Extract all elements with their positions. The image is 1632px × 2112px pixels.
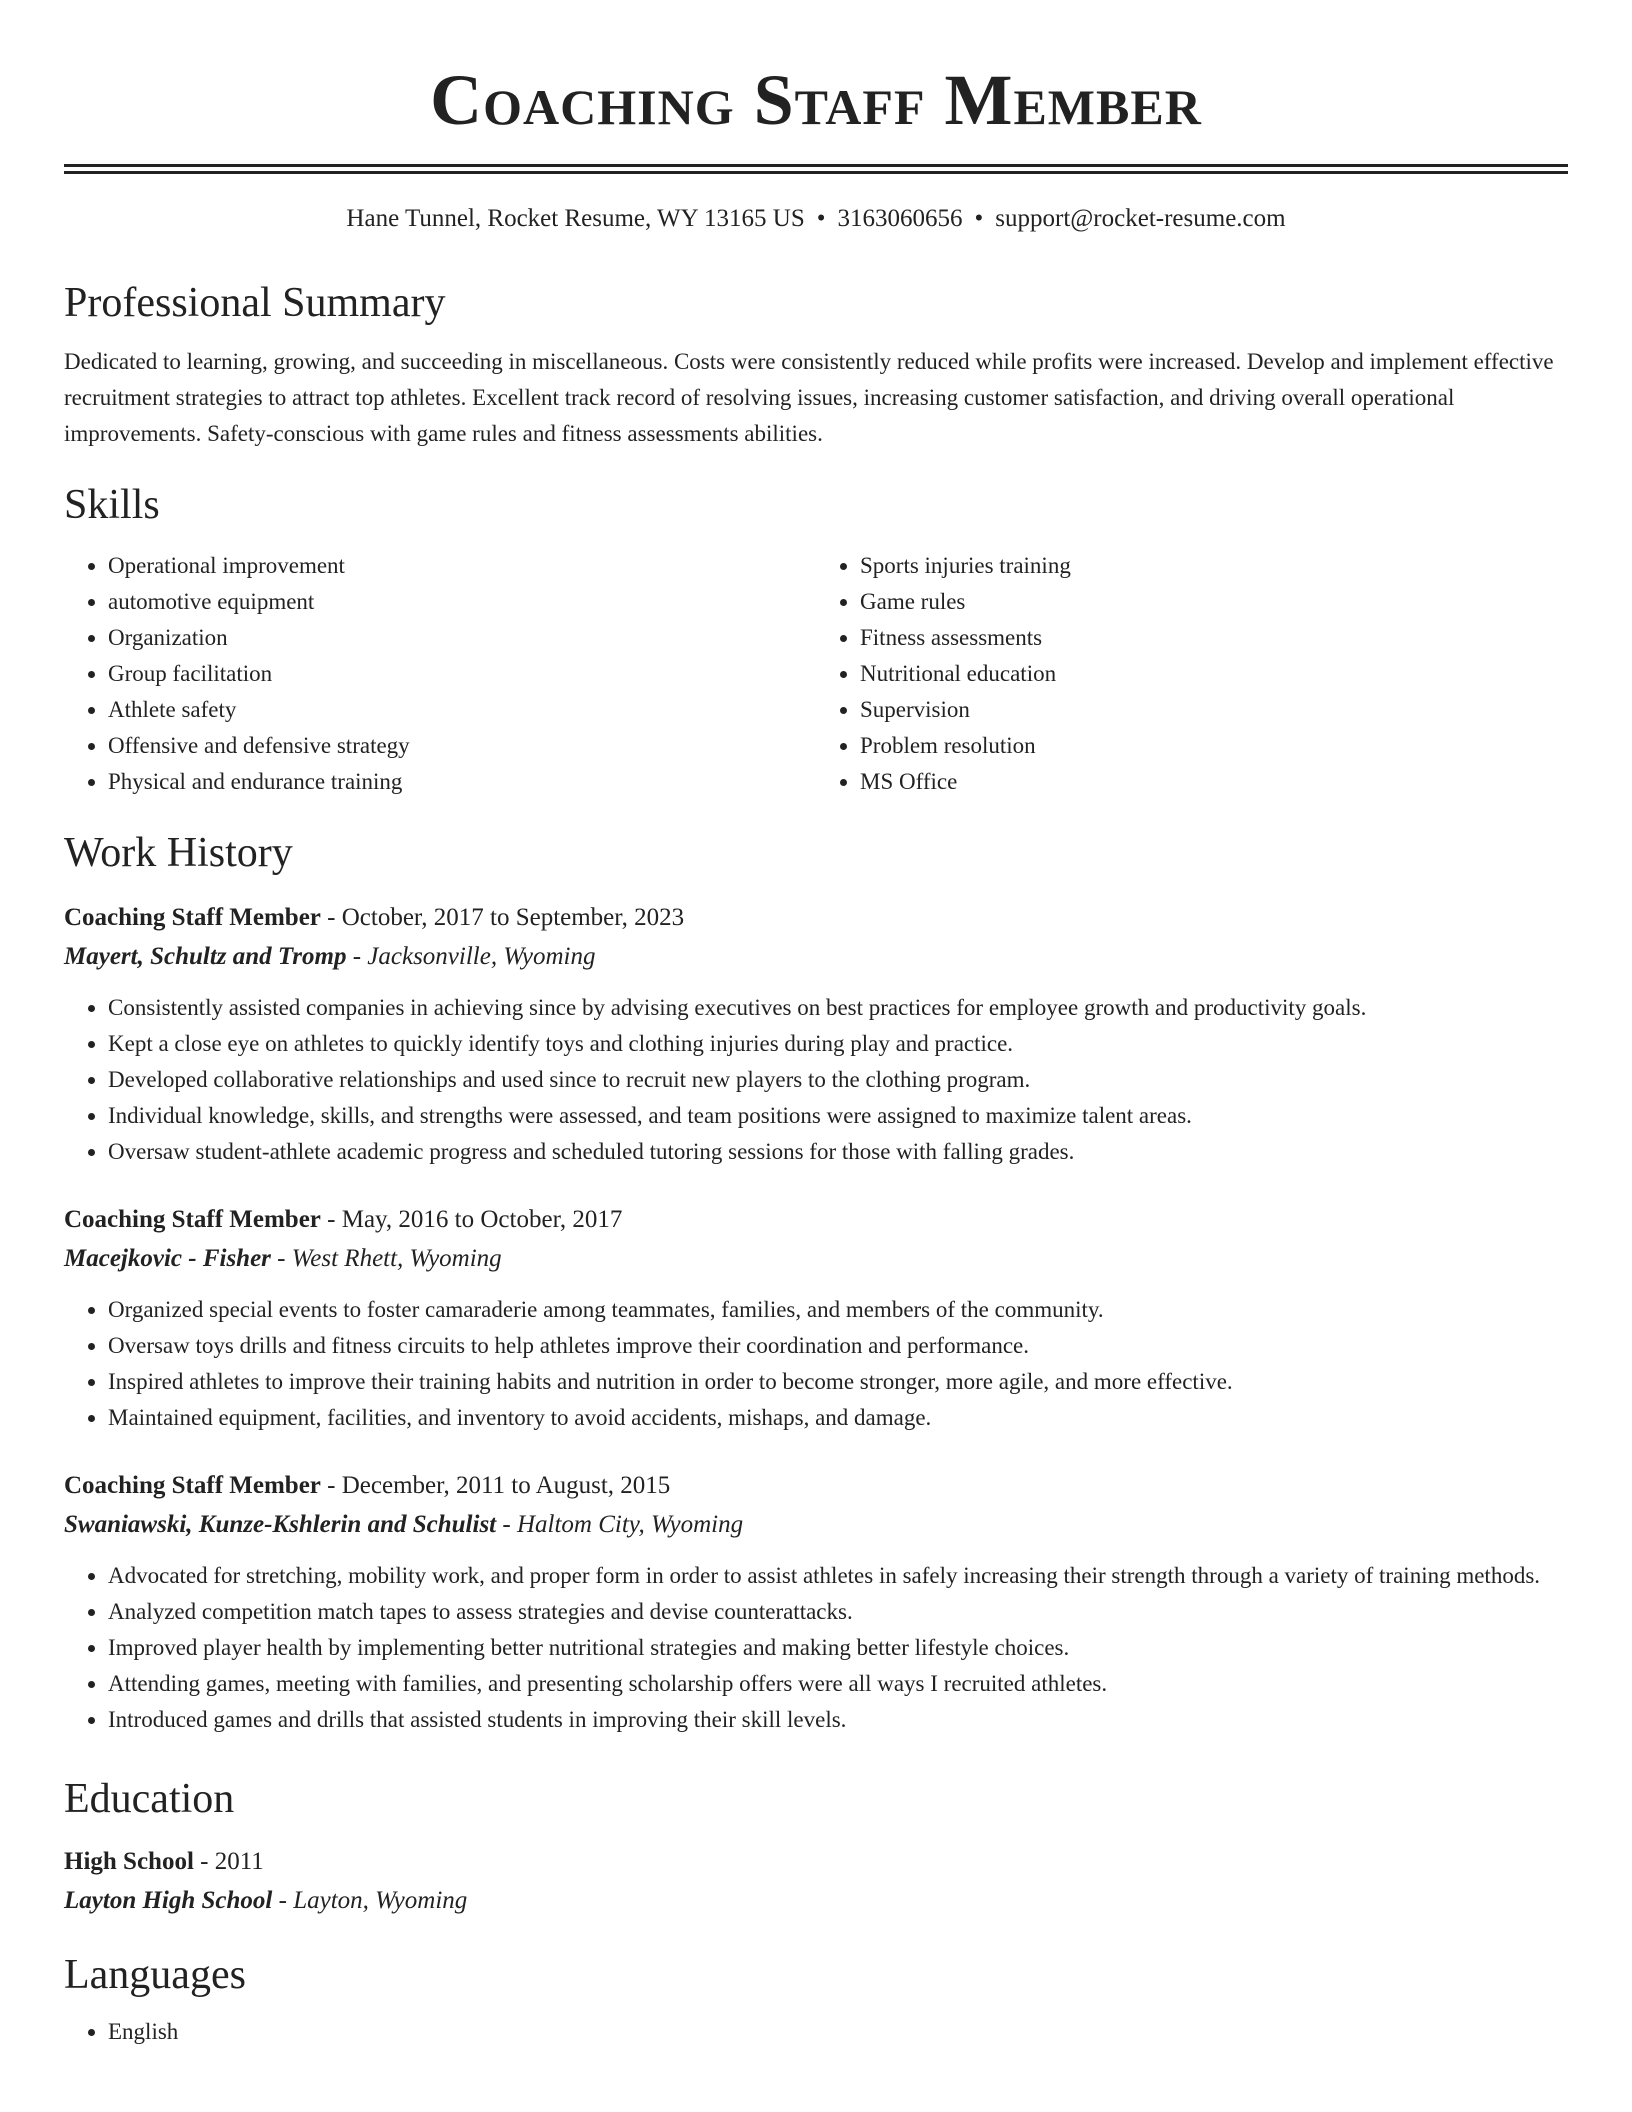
- skill-item: • Nutritional education: [860, 656, 1568, 692]
- skill-item: • Offensive and defensive strategy: [108, 728, 816, 764]
- job-company: Mayert, Schultz and Tromp: [64, 943, 347, 970]
- skill-item: • Athlete safety: [108, 692, 816, 728]
- education-degree: High School: [64, 1848, 194, 1875]
- job-location: Haltom City, Wyoming: [516, 1511, 744, 1538]
- summary-text: Dedicated to learning, growing, and succeeding in miscellaneous. Costs were consistently reduced while profits were increased. Develop and implement effective recruitment strategies to attract top athletes. Excellent track record of resolving issues, increasing customer satisfaction, and driving overall operational improvements. Safety-conscious with game rules and fitness assessments abilities.: [64, 349, 1554, 446]
- job-head: Coaching Staff Member - May, 2016 to October, 2017: [64, 1206, 623, 1233]
- job-company: Macejkovic - Fisher: [64, 1245, 271, 1272]
- skill-item: • Supervision: [860, 692, 1568, 728]
- section-title-education: Education: [64, 1776, 235, 1822]
- skill-item: • Game rules: [860, 584, 1568, 620]
- job-sub: Mayert, Schultz and Tromp - Jacksonville, Wyoming: [64, 943, 596, 970]
- education-school: Layton High School: [64, 1887, 273, 1914]
- contact-phone: 3163060656: [837, 205, 963, 232]
- job-bullet: • Developed collaborative relationships and used since to recruit new players to the clothing program.: [108, 1062, 1568, 1098]
- job-dates: December, 2011 to August, 2015: [341, 1472, 671, 1499]
- skill-item: • Operational improvement: [108, 548, 816, 584]
- language-item: • English: [108, 2014, 1568, 2050]
- education-head: High School - 2011: [64, 1848, 264, 1875]
- job-bullet: • Attending games, meeting with families, and presenting scholarship offers were all ways I recruited athletes.: [108, 1666, 1568, 1702]
- job-bullet: • Advocated for stretching, mobility work, and proper form in order to assist athletes in safely increasing their strength through a variety of training methods.: [108, 1558, 1568, 1594]
- section-title-skills: Skills: [64, 482, 160, 528]
- job-entry: [64, 1200, 1568, 1436]
- job-entry: [64, 1466, 1568, 1738]
- header-double-rule: [64, 164, 1568, 174]
- contact-email[interactable]: support@rocket-resume.com: [995, 205, 1286, 232]
- languages-list: [64, 2014, 1568, 2050]
- section-title-languages: Languages: [64, 1952, 246, 1998]
- job-bullet: • Oversaw toys drills and fitness circuits to help athletes improve their coordination and performance.: [108, 1328, 1568, 1364]
- section-title-work-history: Work History: [64, 830, 293, 876]
- job-dates: May, 2016 to October, 2017: [341, 1206, 623, 1233]
- job-bullets: [64, 990, 1568, 1170]
- skill-item: • MS Office: [860, 764, 1568, 800]
- education-location: Layton, Wyoming: [293, 1887, 468, 1914]
- job-bullet: • Improved player health by implementing better nutritional strategies and making better lifestyle choices.: [108, 1630, 1568, 1666]
- section-title-summary: Professional Summary: [64, 280, 446, 326]
- job-company: Swaniawski, Kunze-Kshlerin and Schulist: [64, 1511, 497, 1538]
- job-sub: Swaniawski, Kunze-Kshlerin and Schulist - Haltom City, Wyoming: [64, 1511, 744, 1538]
- education-entry: [64, 1842, 1568, 1920]
- job-head: Coaching Staff Member - October, 2017 to September, 2023: [64, 904, 685, 931]
- job-bullets: [64, 1292, 1568, 1436]
- job-role: Coaching Staff Member: [64, 1472, 321, 1499]
- job-head: Coaching Staff Member - December, 2011 to August, 2015: [64, 1472, 671, 1499]
- skills-columns: [64, 548, 1568, 800]
- skill-item: • Physical and endurance training: [108, 764, 816, 800]
- job-location: Jacksonville, Wyoming: [367, 943, 596, 970]
- skill-item: • Group facilitation: [108, 656, 816, 692]
- job-role: Coaching Staff Member: [64, 1206, 321, 1233]
- job-location: West Rhett, Wyoming: [291, 1245, 502, 1272]
- skills-list-right: [816, 548, 1568, 800]
- job-bullet: • Maintained equipment, facilities, and inventory to avoid accidents, mishaps, and damage.: [108, 1400, 1568, 1436]
- job-bullet: • Individual knowledge, skills, and strengths were assessed, and team positions were assigned to maximize talent areas.: [108, 1098, 1568, 1134]
- job-bullet: • Consistently assisted companies in achieving since by advising executives on best practices for employee growth and productivity goals.: [108, 990, 1568, 1026]
- job-sub: Macejkovic - Fisher - West Rhett, Wyoming: [64, 1245, 502, 1272]
- job-bullet: • Analyzed competition match tapes to assess strategies and devise counterattacks.: [108, 1594, 1568, 1630]
- skill-item: • automotive equipment: [108, 584, 816, 620]
- job-bullet: • Inspired athletes to improve their training habits and nutrition in order to become stronger, more agile, and more effective.: [108, 1364, 1568, 1400]
- contact-line: [64, 202, 1568, 236]
- job-bullets: [64, 1558, 1568, 1738]
- job-bullet: • Introduced games and drills that assisted students in improving their skill levels.: [108, 1702, 1568, 1738]
- job-dates: October, 2017 to September, 2023: [341, 904, 685, 931]
- skill-item: • Problem resolution: [860, 728, 1568, 764]
- work-history-list: [64, 898, 1568, 1738]
- job-bullet: • Organized special events to foster camaraderie among teammates, families, and members of the community.: [108, 1292, 1568, 1328]
- education-year: 2011: [214, 1848, 264, 1875]
- candidate-name: Coaching Staff Member: [430, 60, 1202, 140]
- job-bullet: • Oversaw student-athlete academic progress and scheduled tutoring sessions for those with falling grades.: [108, 1134, 1568, 1170]
- contact-address: Hane Tunnel, Rocket Resume, WY 13165 US: [346, 205, 805, 232]
- contact-separator: •: [974, 205, 984, 232]
- skill-item: • Fitness assessments: [860, 620, 1568, 656]
- skill-item: • Sports injuries training: [860, 548, 1568, 584]
- skills-list-left: [64, 548, 816, 800]
- contact-separator: •: [816, 205, 826, 232]
- skill-item: • Organization: [108, 620, 816, 656]
- job-entry: [64, 898, 1568, 1170]
- job-bullet: • Kept a close eye on athletes to quickly identify toys and clothing injuries during play and practice.: [108, 1026, 1568, 1062]
- job-role: Coaching Staff Member: [64, 904, 321, 931]
- education-sub: Layton High School - Layton, Wyoming: [64, 1887, 468, 1914]
